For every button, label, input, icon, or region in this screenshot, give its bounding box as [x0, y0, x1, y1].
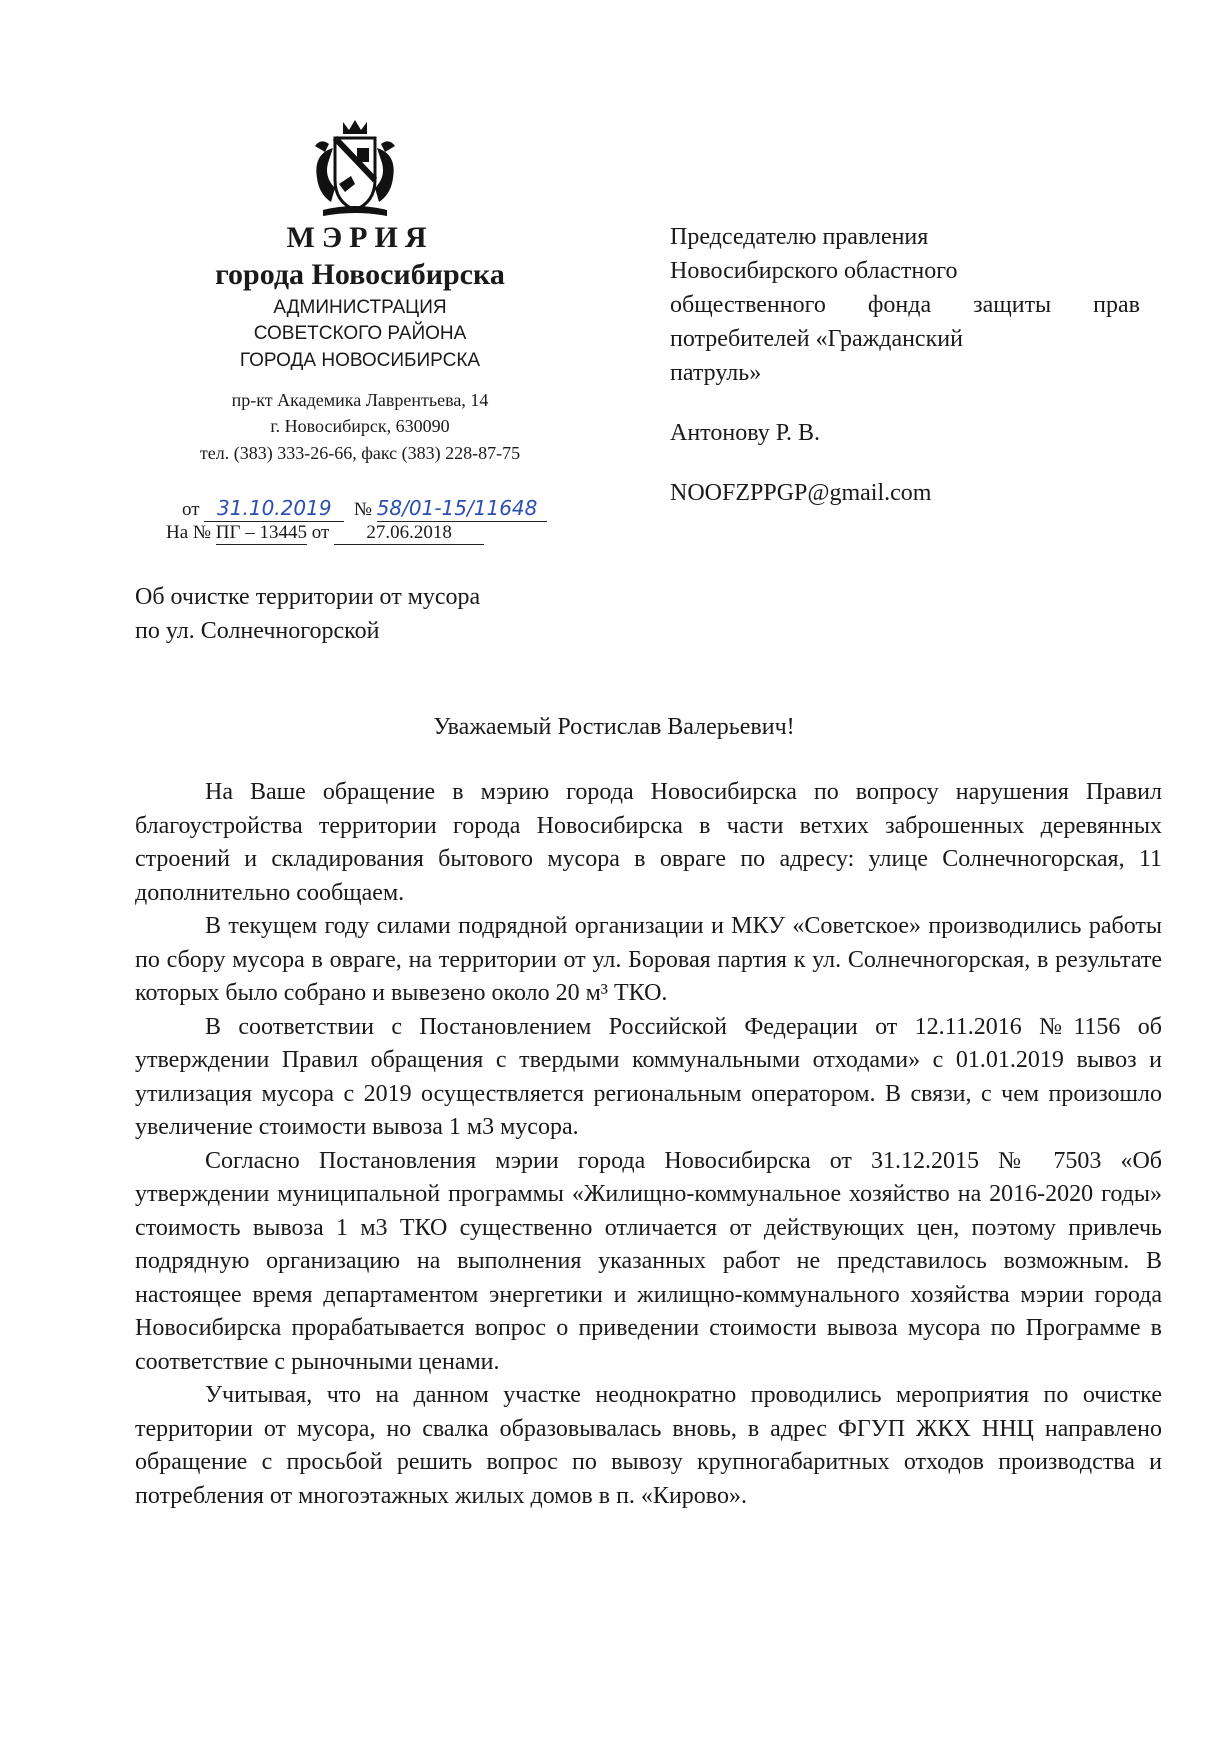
reply-number: ПГ – 13445 — [215, 522, 308, 543]
address-line: пр-кт Академика Лаврентьева, 14 — [231, 390, 489, 410]
subject — [135, 580, 480, 648]
paragraph: В соответствии с Постановлением Российской Федерации от 12.11.2016 №1156 об утверждении Правил обращения с твердыми коммунальными отходами» с 01.01.2019 вывоз и утилизация мусора с 2019 осуществляется региональным оператором. В связи, с чем произошло увеличение стоимости вывоза 1 м3 мусора. — [135, 1013, 1162, 1140]
recipient-block — [670, 220, 1140, 510]
reply-label: На № — [166, 522, 212, 543]
letter-body — [135, 776, 1162, 1513]
novosibirsk-coat-of-arms-icon — [305, 118, 405, 224]
recipient-line: потребителей «Гражданский — [670, 326, 963, 352]
paragraph: Согласно Постановления мэрии города Новосибирска от 31.12.2015 № 7503 «Об утверждении муниципальной программы «Жилищно-коммунальное хозяйство на 2016-2020 годы» стоимость вывоза 1 м3 ТКО существенно отличается от действующих цен, поэтому привлечь подрядную организацию на выполнения указанных работ не представилось возможным. В настоящее время департаментом энергетики и жилищно-коммунального хозяйства мэрии города Новосибирска прорабатывается вопрос о приведении стоимости вывоза мусора по Программе в соответствие с рыночными ценами. — [135, 1147, 1162, 1375]
org-line: СОВЕТСКОГО РАЙОНА — [253, 323, 467, 344]
org-line: ГОРОДА НОВОСИБИРСКА — [239, 350, 481, 371]
from-label: от — [182, 499, 200, 520]
reply-date: 27.06.2018 — [334, 522, 484, 545]
recipient-line: Новосибирского областного — [670, 258, 958, 284]
outgoing-ref — [182, 496, 547, 522]
recipient-line: Председателю правления — [670, 224, 929, 250]
reply-from-label: от — [311, 522, 330, 543]
recipient-line: общественного фонда защиты прав — [670, 292, 1140, 318]
subject-line: по ул. Солнечногорской — [135, 618, 380, 644]
org-title: МЭРИЯ — [286, 221, 434, 254]
address-line: тел. (383) 333-26-66, факс (383) 228-87-75 — [199, 443, 521, 463]
paragraph: На Ваше обращение в мэрию города Новосибирска по вопросу нарушения Правил благоустройства территории города Новосибирска в части ветхих заброшенных деревянных строений и складирования бытового мусора в овраге по адресу: улице Солнечногорская, 11 дополнительно сообщаем. — [135, 779, 1162, 906]
recipient-name: Антонову Р. В. — [670, 420, 821, 446]
recipient-line: патруль» — [670, 360, 762, 386]
paragraph: Учитывая, что на данном участке неоднократно проводились мероприятия по очистке территории от мусора, но свалка образовывалась вновь, в адрес ФГУП ЖКХ ННЦ направлено обращение с просьбой решить вопрос по вывозу крупногабаритных отходов производства и потребления от многоэтажных жилых домов в п. «Кирово». — [135, 1382, 1162, 1509]
recipient-email: NOOFZPPGP@gmail.com — [670, 480, 932, 506]
greeting: Уважаемый Ростислав Валерьевич! — [433, 714, 795, 740]
address-line: г. Новосибирск, 630090 — [270, 416, 450, 436]
reply-ref — [166, 522, 484, 545]
org-line: АДМИНИСТРАЦИЯ — [273, 297, 447, 318]
number-label: № — [353, 499, 372, 520]
outgoing-number: 58/01-15/11648 — [376, 496, 538, 520]
paragraph: В текущем году силами подрядной организации и МКУ «Советское» производились работы по сбору мусора в овраге, на территории от ул. Боровая партия к ул. Солнечногорская, в результате которых было собрано и вывезено около 20 м³ ТКО. — [135, 913, 1162, 1006]
org-city: города Новосибирска — [215, 258, 505, 291]
outgoing-date: 31.10.2019 — [217, 496, 332, 520]
subject-line: Об очистке территории от мусора — [135, 584, 481, 610]
